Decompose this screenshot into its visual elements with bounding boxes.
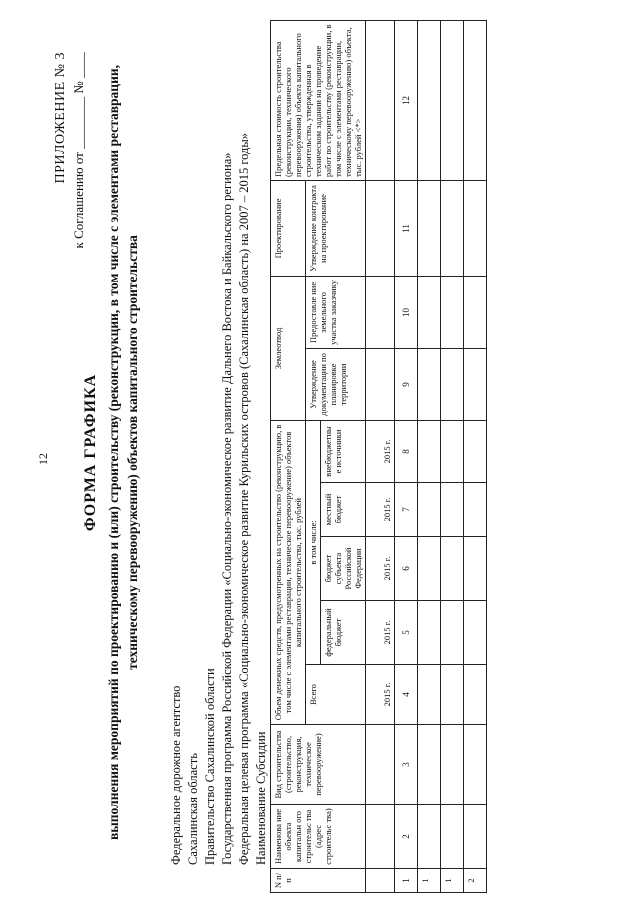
page-number: 12 [36, 453, 50, 465]
header-num: N п/п [271, 869, 366, 893]
table-row [441, 20, 464, 892]
year-local: 2015 г. [366, 483, 395, 537]
year-cell-empty [366, 348, 395, 420]
table-cell [464, 276, 487, 348]
table-cell [418, 805, 441, 869]
table-cell [418, 601, 441, 665]
year-cell-empty [366, 20, 395, 180]
header-including: в том числе: [306, 420, 321, 664]
col-index: 6 [395, 537, 418, 601]
table-cell [464, 420, 487, 482]
year-federal: 2015 г. [366, 601, 395, 665]
header-design: Проектирование [271, 180, 306, 276]
col-index: 1 [395, 869, 418, 893]
meta-state-program: Государственная программа Российской Федерации «Социально-экономическое развитие Дальнего Востока и Байкальского региона» [220, 152, 234, 865]
col-index: 4 [395, 665, 418, 725]
header-design-contract: Утверждение контракта на проектирование [306, 180, 366, 276]
appendix-line: к Соглашению от ________ № ____ [71, 52, 86, 249]
table-cell [418, 537, 441, 601]
table-cell [418, 180, 441, 276]
table-cell [441, 348, 464, 420]
col-index: 12 [395, 20, 418, 180]
table-row [464, 20, 487, 892]
year-cell-empty [366, 805, 395, 869]
col-index: 5 [395, 601, 418, 665]
table-cell [418, 348, 441, 420]
row-number: 1 [441, 869, 464, 893]
col-index: 7 [395, 483, 418, 537]
table-cell [418, 276, 441, 348]
header-federal-budget: федеральный бюджет [321, 601, 366, 665]
header-extra-budget: внебюджетны е источники [321, 420, 366, 482]
col-index: 10 [395, 276, 418, 348]
table-cell [464, 601, 487, 665]
header-cost-limit: Предельная стоимость строительства (реконструкции, технического перевооружения) объекта капитального строительства, утвержденная в техническом задании на проведение работ по строительству (реконструкции, в том числе с элементами реставрации, техническому перевооружению) объекта, тыс. рублей <*> [271, 20, 366, 180]
year-extra: 2015 г. [366, 420, 395, 482]
header-land-allocation: Землеотвод [271, 276, 306, 420]
table-cell [441, 20, 464, 180]
header-local-budget: местный бюджет [321, 483, 366, 537]
table-cell [464, 665, 487, 725]
meta-government: Правительство Сахалинской области [203, 668, 217, 865]
table-cell [418, 420, 441, 482]
table-cell [441, 725, 464, 805]
col-index: 8 [395, 420, 418, 482]
table-cell [464, 180, 487, 276]
year-total: 2015 г. [366, 665, 395, 725]
header-land-plot: Предоставле ние земельного участка заказчику [306, 276, 366, 348]
year-cell-empty [366, 869, 395, 893]
meta-agency: Федеральное дорожное агентство [169, 685, 183, 865]
year-cell-empty [366, 725, 395, 805]
meta-block [168, 133, 270, 865]
column-index-row [395, 20, 418, 892]
meta-federal-program: Федеральная целевая программа «Социально-экономическое развитие Курильских островов (Сахалинская область) на 2007 – 2015 годы» [237, 132, 251, 865]
header-object-name: Наименова ние объекта капитальн ого строительс тва (адрес строительс тва) [271, 805, 366, 869]
table-cell [441, 483, 464, 537]
form-subtitle: выполнения мероприятий по проектированию и (или) строительству (реконструкции, в том числе с элементами реставрации, техническому перевооружению) объектов капитального строительства [106, 64, 140, 841]
header-construction-type: Вид строительства (строительство, реконструкция, техническое перевооружение) [271, 725, 366, 805]
col-index: 9 [395, 348, 418, 420]
col-index: 11 [395, 180, 418, 276]
col-index: 2 [395, 805, 418, 869]
table-cell [418, 20, 441, 180]
table-cell [441, 537, 464, 601]
header-planning-docs: Утверждение документации по планировке территории [306, 348, 366, 420]
header-total: Всего [306, 665, 366, 725]
table-cell [441, 601, 464, 665]
form-title: ФОРМА ГРАФИКА [82, 373, 99, 532]
table-cell [464, 483, 487, 537]
table-cell [441, 665, 464, 725]
table-cell [441, 180, 464, 276]
row-number: 2 [464, 869, 487, 893]
table-cell [464, 805, 487, 869]
year-cell-empty [366, 180, 395, 276]
meta-region: Сахалинская область [186, 753, 200, 865]
table-cell [441, 420, 464, 482]
table-cell [441, 276, 464, 348]
table-cell [464, 348, 487, 420]
table-cell [441, 805, 464, 869]
table-cell [418, 665, 441, 725]
table-row [418, 20, 441, 892]
header-subject-budget: бюджет субъекта Российской Федерации [321, 537, 366, 601]
meta-subsidy-name: Наименование Субсидии [254, 731, 268, 865]
table-cell [418, 725, 441, 805]
header-funds: Объем денежных средств, предусмотренных на строительство (реконструкцию, в том числе с элементами реставрации, техническое перевооружение) объектов капитального строительства, тыс. рублей [271, 420, 306, 724]
col-index: 3 [395, 725, 418, 805]
year-subject: 2015 г. [366, 537, 395, 601]
row-number: 1 [418, 869, 441, 893]
table-cell [418, 483, 441, 537]
table-cell [464, 20, 487, 180]
schedule-table [270, 20, 487, 893]
table-cell [464, 725, 487, 805]
appendix-title: ПРИЛОЖЕНИЕ № 3 [53, 52, 68, 184]
year-cell-empty [366, 276, 395, 348]
table-cell [464, 537, 487, 601]
